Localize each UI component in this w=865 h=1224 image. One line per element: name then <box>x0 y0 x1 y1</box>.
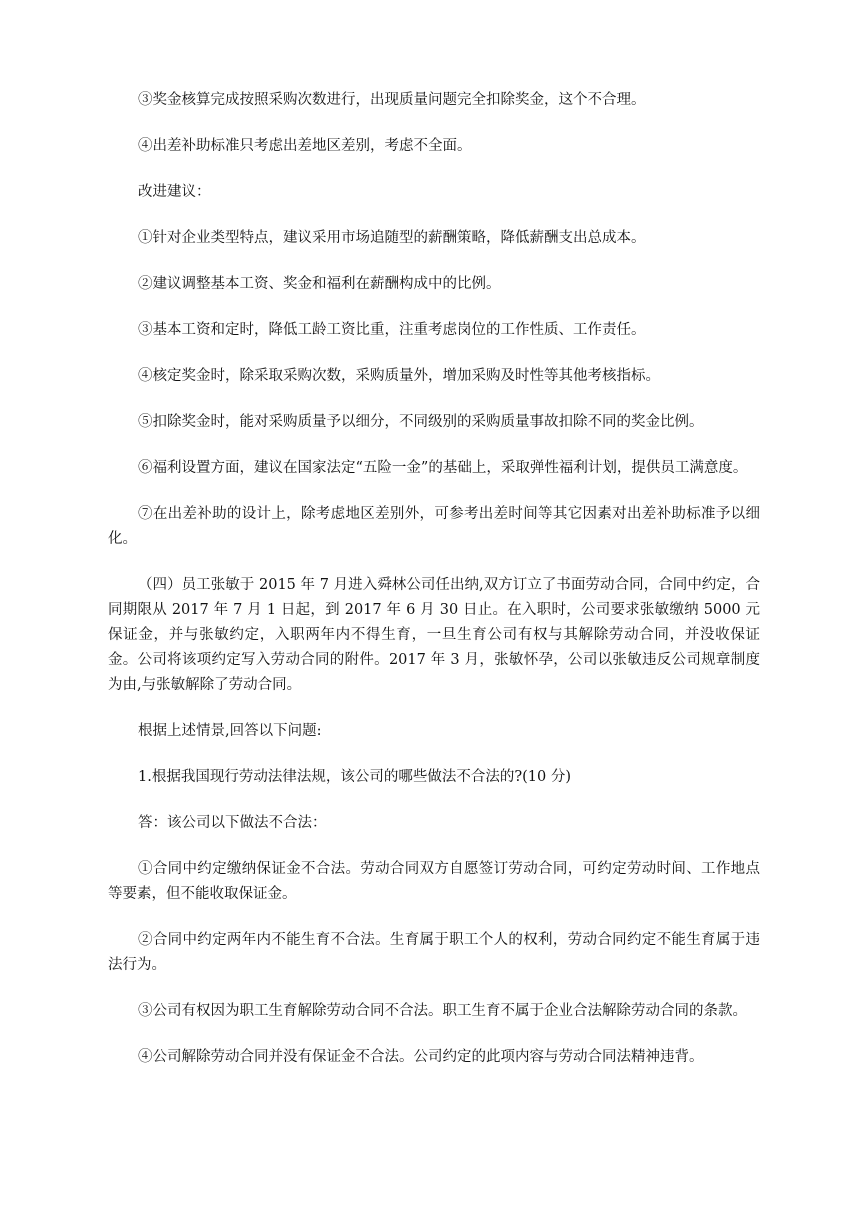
paragraph-10: ⑦在出差补助的设计上，除考虑地区差别外，可参考出差时间等其它因素对出差补助标准予以细化。 <box>108 506 760 547</box>
answer-point-2: ②合同中约定两年内不能生育不合法。生育属于职工个人的权利，劳动合同约定不能生育属于违法行为。 <box>108 932 760 973</box>
paragraph-9: ⑥福利设置方面，建议在国家法定“五险一金”的基础上，采取弹性福利计划，提供员工满意度。 <box>138 460 748 476</box>
section-heading-suggestions: 改进建议： <box>138 184 211 200</box>
paragraph-1: ③奖金核算完成按照采购次数进行，出现质量问题完全扣除奖金，这个不合理。 <box>138 92 646 108</box>
case-four-paragraph: （四）员工张敏于 2015 年 7 月进入舜林公司任出纳,双方订立了书面劳动合同，合同中约定，合同期限从 2017 年 7 月 1 日起，到 2017 年 6 月 30 日止。在入职时，公司要求张敏缴纳 5000 元保证金，并与张敏约定，入职两年内不得生育，一旦生育公司有权与其解除劳动合同，并没收保证金。公司将该项约定写入劳动合同的附件。2017 年 3 月，张敏怀孕，公司以张敏违反公司规章制度为由,与张敏解除了劳动合同。 <box>108 577 760 693</box>
paragraph-6: ③基本工资和定时，降低工龄工资比重，注重考虑岗位的工作性质、工作责任。 <box>138 322 646 338</box>
answer-point-3: ③公司有权因为职工生育解除劳动合同不合法。职工生育不属于企业合法解除劳动合同的条款。 <box>138 1003 747 1019</box>
answer-point-4: ④公司解除劳动合同并没有保证金不合法。公司约定的此项内容与劳动合同法精神违背。 <box>138 1049 704 1065</box>
question-1: 1.根据我国现行劳动法律法规，该公司的哪些做法不合法的?(10 分) <box>138 769 571 785</box>
paragraph-8: ⑤扣除奖金时，能对采购质量予以细分，不同级别的采购质量事故扣除不同的奖金比例。 <box>138 414 704 430</box>
question-intro: 根据上述情景,回答以下问题: <box>138 723 322 739</box>
paragraph-7: ④核定奖金时，除采取采购次数，采购质量外，增加采购及时性等其他考核指标。 <box>138 368 660 384</box>
answer-intro: 答：该公司以下做法不合法： <box>138 815 327 831</box>
paragraph-5: ②建议调整基本工资、奖金和福利在薪酬构成中的比例。 <box>138 276 501 292</box>
answer-point-1: ①合同中约定缴纳保证金不合法。劳动合同双方自愿签订劳动合同，可约定劳动时间、工作地点等要素，但不能收取保证金。 <box>108 861 760 902</box>
paragraph-2: ④出差补助标准只考虑出差地区差别，考虑不全面。 <box>138 138 472 154</box>
document-page <box>108 88 760 1091</box>
paragraph-4: ①针对企业类型特点，建议采用市场追随型的薪酬策略，降低薪酬支出总成本。 <box>138 230 646 246</box>
